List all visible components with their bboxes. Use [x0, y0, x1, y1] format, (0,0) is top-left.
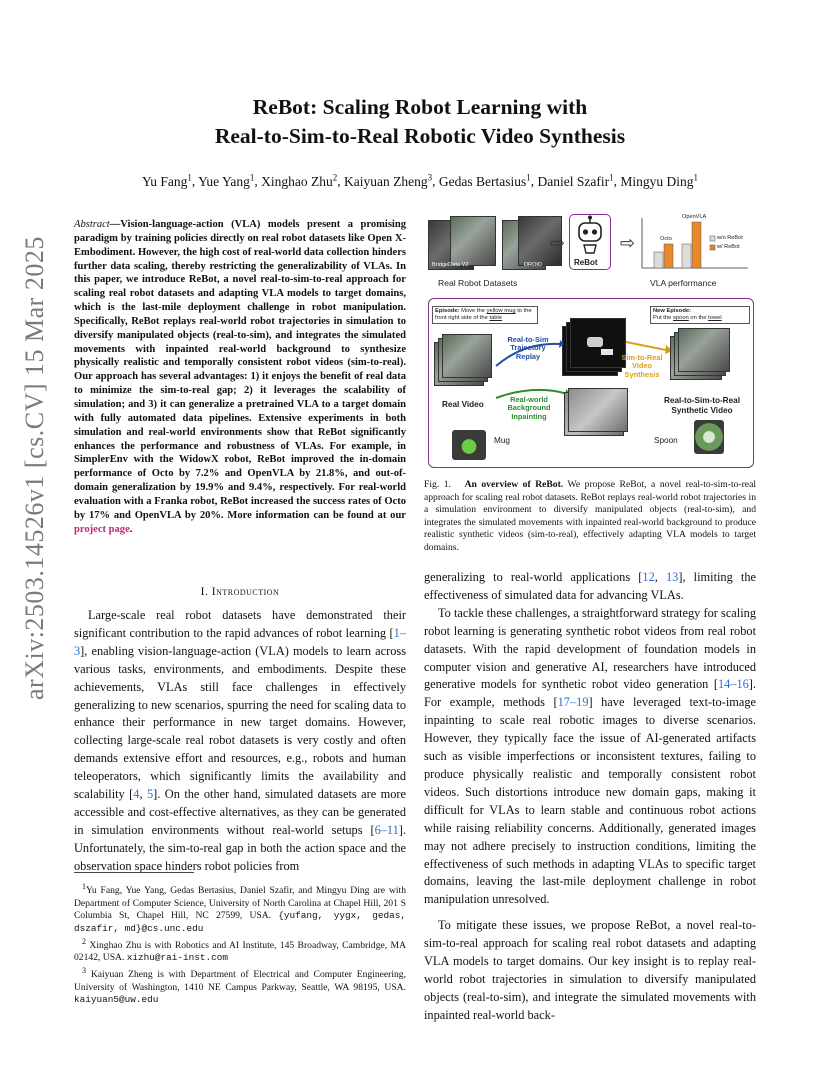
- new-episode-instruction: New Episode: Put the spoon on the towel: [650, 306, 750, 324]
- arxiv-identifier-stamp: arXiv:2503.14526v1 [cs.CV] 15 Mar 2025: [20, 236, 49, 700]
- mug-label: Mug: [494, 436, 510, 445]
- footnote-email: kaiyuan5@uw.edu: [74, 994, 159, 1006]
- citation-link[interactable]: 6–11: [374, 822, 399, 837]
- rebot-label: ReBot: [574, 258, 598, 267]
- droid-tag: DROID: [524, 262, 543, 268]
- robot-face-icon: [570, 215, 610, 257]
- real-to-sim-label: Real-to-Sim Trajectory Replay: [507, 335, 549, 361]
- author: Daniel Szafir$^1$: [537, 172, 614, 189]
- background-inpainting-label: Real-world Background Inpainting: [507, 395, 551, 421]
- title-line-2: Real-to-Sim-to-Real Robotic Video Synthesis: [214, 124, 626, 148]
- author: Kaiyuan Zheng$^3$: [344, 172, 433, 189]
- author: Gedas Bertasius$^1$: [438, 172, 531, 189]
- intro-left-column: [74, 607, 406, 876]
- author: Yue Yang$^1$: [198, 172, 255, 189]
- synthetic-video-label: Real-to-Sim-to-Real Synthetic Video: [664, 396, 740, 415]
- citation-link[interactable]: 17–19: [557, 695, 589, 710]
- bar-octo-with: [664, 244, 673, 268]
- arrow-right-icon: ⇨: [550, 233, 566, 254]
- footnotes: [74, 881, 406, 1007]
- title-line-1: ReBot: Scaling Robot Learning with: [252, 95, 588, 119]
- arrow-sim-to-real-icon: [624, 332, 674, 362]
- bar-openvla-with: [692, 222, 701, 268]
- intro-paragraph: generalizing to real-world applications [12, 13], limiting the effectiveness of simulated data for advancing VLAs.: [424, 570, 757, 602]
- abstract-dash: —: [109, 219, 121, 230]
- inpainted-background-frame: [568, 388, 628, 432]
- intro-paragraph: To tackle these challenges, a straightforward strategy for scaling robot learning is generating synthetic robot videos from real robot datasets. With the rapid development of foundation models in computer vision and generative AI, researchers have introduced generative models for synthetic robot video generation [14–16]. For example, methods [17–19] have leveraged text-to-image inpainting to scale real robotic images to diverse scenarios. However, they typically face the issue of AI-generated artifacts such as visible imperfections or inconsistent textures, failing to produce physically realistic and temporally consistent robot videos. Such distortions introduce new domain gaps, making it difficult for VLAs to learn stable and continuous robot actions while raising reliability concerns. Additionally, generated images may not adhere precisely to instruction conditions, limiting the effectiveness of such methods in adapting VLAs to specific target domains, leaving the last-mile deployment challenge in robot manipulation unresolved.: [424, 605, 756, 907]
- footnote-email: {yufang, yygx, gedas, dszafir, md}@cs.unc.edu: [74, 910, 406, 934]
- mug-image: [452, 430, 486, 460]
- synthetic-video-frame: [678, 328, 730, 372]
- footnote-email: xizhu@rai-inst.com: [126, 952, 229, 964]
- section-heading-introduction: I. Introduction: [200, 586, 280, 598]
- bridgedata-tag: BridgeData V2: [432, 262, 469, 268]
- sim-robot-shape: [587, 337, 603, 347]
- arrow-right-icon: ⇨: [620, 233, 636, 254]
- figure-overview: [424, 208, 758, 468]
- intro-right-column: [424, 569, 756, 1025]
- episode-instruction: Episode: Move the yellow mug to the front right side of the table: [432, 306, 538, 324]
- legend-swatch: [710, 236, 715, 241]
- sim-replay-frame: [570, 318, 626, 368]
- footnote: $^1$Yu Fang, Yue Yang, Gedas Bertasius, Daniel Szafir, and Mingyu Ding are with Department of Computer Science, University of North Carolina at Chapel Hill, 201 S Columbia St, Chapel Hill, NC 27599, USA. {yufang, yygx, gedas, dszafir, md}@cs.unc.edu: [74, 882, 406, 934]
- paper-title: [80, 93, 760, 151]
- caption-fig-number: Fig. 1.: [424, 479, 451, 490]
- legend-with: w/ ReBot: [717, 244, 740, 250]
- spoon-image: [694, 420, 724, 454]
- author: Xinghao Zhu$^2$: [261, 172, 338, 189]
- vla-performance-label: VLA performance: [650, 278, 717, 288]
- caption-title: An overview of ReBot.: [464, 479, 564, 490]
- citation-link[interactable]: 1–3: [74, 625, 406, 658]
- arrow-inpainting-icon: [494, 382, 574, 404]
- project-page-link[interactable]: project page: [74, 523, 130, 535]
- figure-caption: [424, 479, 756, 555]
- author-list: Yu Fang$^1$, Yue Yang$^1$, Xinghao Zhu$^2$, Kaiyuan Zheng$^3$, Gedas Bertasius$^1$, Daniel Szafir$^1$, Mingyu Ding$^1$: [142, 172, 698, 189]
- citation-link[interactable]: 4: [133, 787, 140, 802]
- real-video-frame: [442, 334, 492, 378]
- citation-link[interactable]: 5: [147, 787, 154, 802]
- author: Mingyu Ding$^1$: [620, 172, 698, 189]
- abstract-text: Vision-language-action (VLA) models present a promising paradigm by training policies directly on real robot datasets like Open X-Embodiment. However, the high cost of real-world data collection hinders further data scaling, thereby restricting the generalizability of VLAs. In this paper, we introduce ReBot, a novel real-to-sim-to-real approach for scaling real robot datasets and adapting VLA models to target domains, which is the last-mile deployment challenge in robot manipulation. Specifically, ReBot replays real-world robot trajectories in simulation to diversify manipulated objects (real-to-sim), and integrates the simulated movements with inpainted real-world background to synthesize physically realistic and temporally consistent robot videos (sim-to-real). Our approach has several advantages: 1) it enjoys the benefit of real data to minimize the sim-to-real gap; 2) it leverages the scalability of simulation; and 3) it can generalize a pretrained VLA to a target domain with fully automated data pipelines. Extensive experiments in both simulation and real-world environments show that ReBot significantly enhances the performance and robustness of VLAs. For example, in SimplerEnv with the WidowX robot, ReBot improved the in-domain performance of Octo by 7.2% and OpenVLA by 21.8%, and out-of-domain generalization by 19.9% and 9.4%, respectively. For real-world evaluation with a Franka robot, ReBot increased the success rates of Octo by 17% and OpenVLA by 20%. More information can be found at our: [74, 219, 406, 521]
- real-robot-datasets-label: Real Robot Datasets: [438, 278, 518, 288]
- author: Yu Fang$^1$: [142, 172, 192, 189]
- bar-label-octo: Octo: [660, 236, 672, 242]
- legend-swatch: [710, 245, 715, 250]
- rebot-robot-icon: [569, 214, 611, 270]
- intro-paragraph: Large-scale real robot datasets have demonstrated their significant contribution to the rapid advances of robot learning [1–3], enabling vision-language-action (VLA) models to learn across various tasks, environments, and embodiments. Despite these achievements, VLAs still face challenges in effectively generalizing to new scenarios, spurring the need for scaling data to enhance their performance in new target domains. However, collecting large-scale real robot datasets is very costly and often demands extensive effort and resources, e.g., robots and human teleoperators, which significantly limits the availability and scalability [4, 5]. On the other hand, simulated datasets are more accessible and cost-effective alternatives, as they can be generated in simulation environments without real-world setups [6–11]. Unfortunately, the sim-to-real gap in both the action space and the observation space hinders robot policies from: [74, 608, 407, 873]
- intro-paragraph: To mitigate these issues, we propose ReBot, a novel real-to-sim-to-real approach for scaling real robot datasets and adapting VLA models to target domains. Our key insight is to replay real-world robot trajectories in simulation to diversify manipulated objects (real-to-sim), and integrate the simulated movements with inpainted real-world back-: [424, 918, 756, 1022]
- sim-object-shape: [601, 349, 613, 355]
- footnote: $^2$ Xinghao Zhu is with Robotics and AI Institute, 145 Broadway, Cambridge, MA 02142, USA. xizhu@rai-inst.com: [74, 936, 406, 964]
- footnote-rule: [74, 872, 194, 873]
- bar-label-openvla: OpenVLA: [682, 214, 707, 220]
- footnote: $^3$ Kaiyuan Zheng is with Department of Electrical and Computer Engineering, University of Washington, 1410 NE Campus Parkway, Seattle, WA 98195, USA. kaiyuan5@uw.edu: [74, 965, 406, 1006]
- bar-octo-without: [654, 252, 663, 268]
- legend-without: w/o ReBot: [717, 235, 743, 241]
- arrow-real-to-sim-icon: [494, 336, 564, 376]
- caption-text: We propose ReBot, a novel real-to-sim-to-real approach for scaling real robot datasets. ReBot replays real-world robot trajectories in a simulation environment to diversify manipulated objects (real-to-sim), and integrates the simulated movements with inpainted real-world background to produce realistic synthetic videos (sim-to-real), effectively adapting VLA models to target domains.: [424, 479, 756, 553]
- citation-link[interactable]: 13: [665, 570, 679, 584]
- citation-link[interactable]: 12: [642, 570, 655, 584]
- spoon-label: Spoon: [654, 436, 678, 445]
- citation-link[interactable]: 14–16: [717, 677, 749, 692]
- abstract-lead: Abstract: [74, 219, 110, 230]
- bar-openvla-without: [682, 244, 691, 268]
- sim-to-real-label: Sim-to-Real Video Synthesis: [621, 353, 663, 379]
- bridgedata-image: [450, 216, 496, 266]
- abstract: Abstract—Vision-language-action (VLA) models present a promising paradigm by training policies directly on real robot datasets like Open X-Embodiment. However, the high cost of real-world data collection hinders further data scaling, thereby restricting the generalizability of VLAs. In this paper, we introduce ReBot, a novel real-to-sim-to-real approach for scaling real robot datasets and adapting VLA models to target domains, which is the last-mile deployment challenge in robot manipulation. Specifically, ReBot replays real-world robot trajectories in simulation to diversify manipulated objects (real-to-sim), and integrates the simulated movements with inpainted real-world background to synthesize physically realistic and temporally consistent robot videos (sim-to-real). Our approach has several advantages: 1) it enjoys the benefit of real data to minimize the sim-to-real gap; 2) it leverages the scalability of simulation; and 3) it can generalize a pretrained VLA to a target domain with fully automated data pipelines. Extensive experiments in both simulation and real-world environments show that ReBot significantly enhances the performance and robustness of VLAs. For example, in SimplerEnv with the WidowX robot, ReBot improved the in-domain performance of Octo by 7.2% and OpenVLA by 21.8%, and out-of-domain generalization by 19.9% and 9.4%, respectively. For real-world evaluation with a Franka robot, ReBot increased the success rates of Octo by 17% and OpenVLA by 20%. More information can be found at our project page.: [74, 219, 406, 535]
- real-video-label: Real Video: [442, 400, 484, 409]
